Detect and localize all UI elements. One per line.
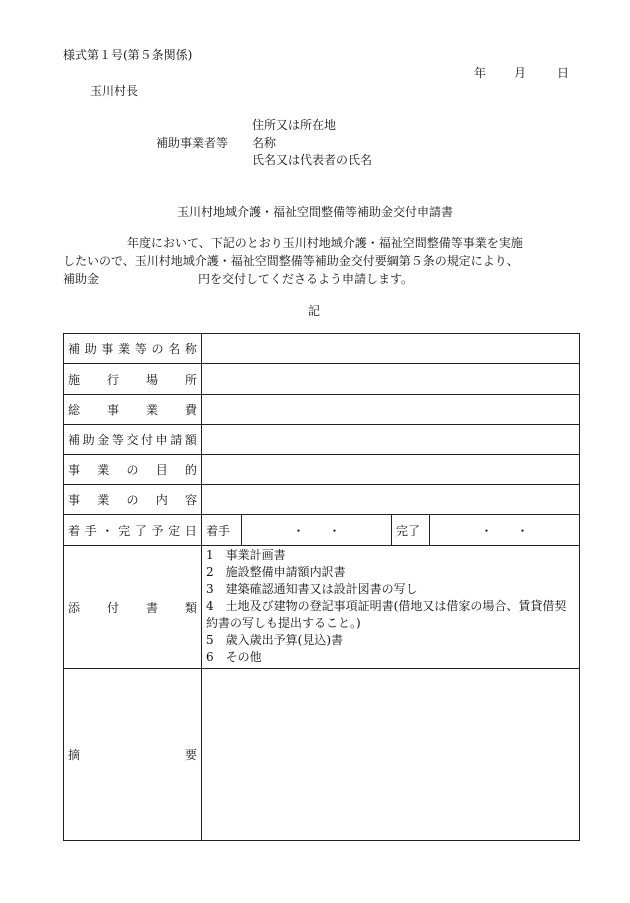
requested-amount-field[interactable] [202,425,580,455]
table-row [64,455,580,485]
label-spread [68,431,197,448]
table-row [64,546,580,669]
label-char: 日 [184,523,197,538]
label-spread [68,371,197,388]
attachment-item: 1 事業計画書 [206,548,286,562]
content-field[interactable] [202,485,580,515]
label-char: 摘 [68,748,81,762]
label-char: 助 [84,342,97,356]
label-char: 付 [106,600,119,615]
attachment-item: 3 建築確認通知書又は設計図書の写し [206,582,418,596]
label-char: 事 [68,463,81,477]
location-field[interactable] [202,364,580,395]
applicant-name-label: 名称 [252,136,277,150]
label-char: 施 [68,372,81,387]
label-char: 事 [106,403,119,417]
attachment-item: 5 歳入歳出予算(見込)書 [206,633,343,647]
label-char: 業 [97,493,110,507]
body-line-1: 年度において、下記のとおり玉川村地域介護・福祉空間整備等事業を実施 [127,236,523,250]
form-number: 様式第１号(第５条関係) [63,48,193,62]
body-line-2: したいので、玉川村地域介護・福祉空間整備等補助金交付要綱第５条の規定により、 [63,254,519,268]
label-char: ・ [101,523,114,538]
row-label-content [64,485,202,515]
table-row [64,364,580,395]
total-cost-field[interactable] [202,395,580,425]
label-char: 補 [68,433,81,447]
label-char: 内 [155,493,168,507]
label-char: 手 [84,523,97,538]
label-char: 等 [111,433,124,447]
label-char: の [126,463,139,477]
row-label-attachments [64,546,202,669]
attachment-item: 2 施設整備申請額内訳書 [206,565,346,579]
label-spread [68,491,197,508]
table-row [64,485,580,515]
label-char: 業 [145,403,158,417]
label-char: 類 [184,600,197,615]
application-table [63,333,580,841]
label-char: 定 [168,523,181,538]
attachments-list [202,546,580,669]
label-char: 金 [97,433,110,447]
purpose-field[interactable] [202,455,580,485]
label-char: 名 [168,342,181,356]
label-char: の [126,493,139,507]
addressee: 玉川村長 [90,84,139,98]
end-label: 完了 [392,515,430,546]
label-char: 了 [134,523,147,538]
applicant-address-label: 住所又は所在地 [252,118,337,132]
label-spread [68,599,197,616]
label-spread [68,401,197,418]
applicant-group-label: 補助事業者等 [156,136,229,150]
label-char: 的 [184,463,197,477]
label-spread [68,746,197,763]
label-char: 補 [68,342,81,356]
label-char: 予 [151,523,164,538]
ki-heading: 記 [308,304,321,318]
label-char: 行 [106,372,119,387]
label-char: 要 [184,748,197,762]
document-title: 玉川村地域介護・福祉空間整備等補助金交付申請書 [176,205,453,219]
row-label-purpose [64,455,202,485]
label-spread [68,461,197,478]
label-char: 目 [155,463,168,477]
table-row [64,425,580,455]
label-char: 総 [68,403,81,417]
row-label-location [64,364,202,395]
label-char: 添 [68,600,81,615]
start-date-field[interactable]: ・ ・ [242,515,392,546]
table-row [64,334,580,364]
date-day-label: 日 [557,66,570,80]
label-char: 助 [82,433,95,447]
label-char: 業 [118,342,131,356]
label-char: 費 [184,403,197,417]
label-char: 事 [68,493,81,507]
label-char: 書 [145,600,158,615]
label-char: 所 [184,372,197,387]
label-char: 称 [184,342,197,356]
table-row [64,515,580,546]
label-spread [68,522,197,539]
label-char: 場 [145,372,158,387]
row-label-requested-amount [64,425,202,455]
attachment-item: 6 その他 [206,650,262,664]
body-line-3-suffix: 円を交付してくださるよう申請します。 [198,272,414,286]
label-char: 請 [170,433,183,447]
row-label-schedule [64,515,202,546]
label-char: 着 [68,523,81,538]
project-name-field[interactable] [202,334,580,364]
attachment-item: 4 土地及び建物の登記事項証明書(借地又は借家の場合、賃貸借契約書の写しも提出すること。) [206,599,567,630]
label-char: 完 [118,523,131,538]
label-char: 事 [101,342,114,356]
label-char: 付 [141,433,154,447]
label-char: 容 [184,493,197,507]
date-month-label: 月 [514,66,527,80]
label-char: 業 [97,463,110,477]
date-year-label: 年 [474,66,487,80]
label-char: 申 [155,433,168,447]
table-row [64,669,580,841]
label-char: の [151,342,164,356]
label-spread [68,340,197,357]
row-label-total-cost [64,395,202,425]
body-line-3-prefix: 補助金 [63,272,100,286]
row-label-remarks [64,669,202,841]
applicant-representative-label: 氏名又は代表者の氏名 [252,153,373,167]
table-row [64,395,580,425]
end-date-field[interactable]: ・ ・ [430,515,580,546]
remarks-field[interactable] [202,669,580,841]
start-label: 着手 [202,515,242,546]
label-char: 交 [126,433,139,447]
label-char: 額 [184,433,197,447]
row-label-project-name [64,334,202,364]
label-char: 等 [134,342,147,356]
